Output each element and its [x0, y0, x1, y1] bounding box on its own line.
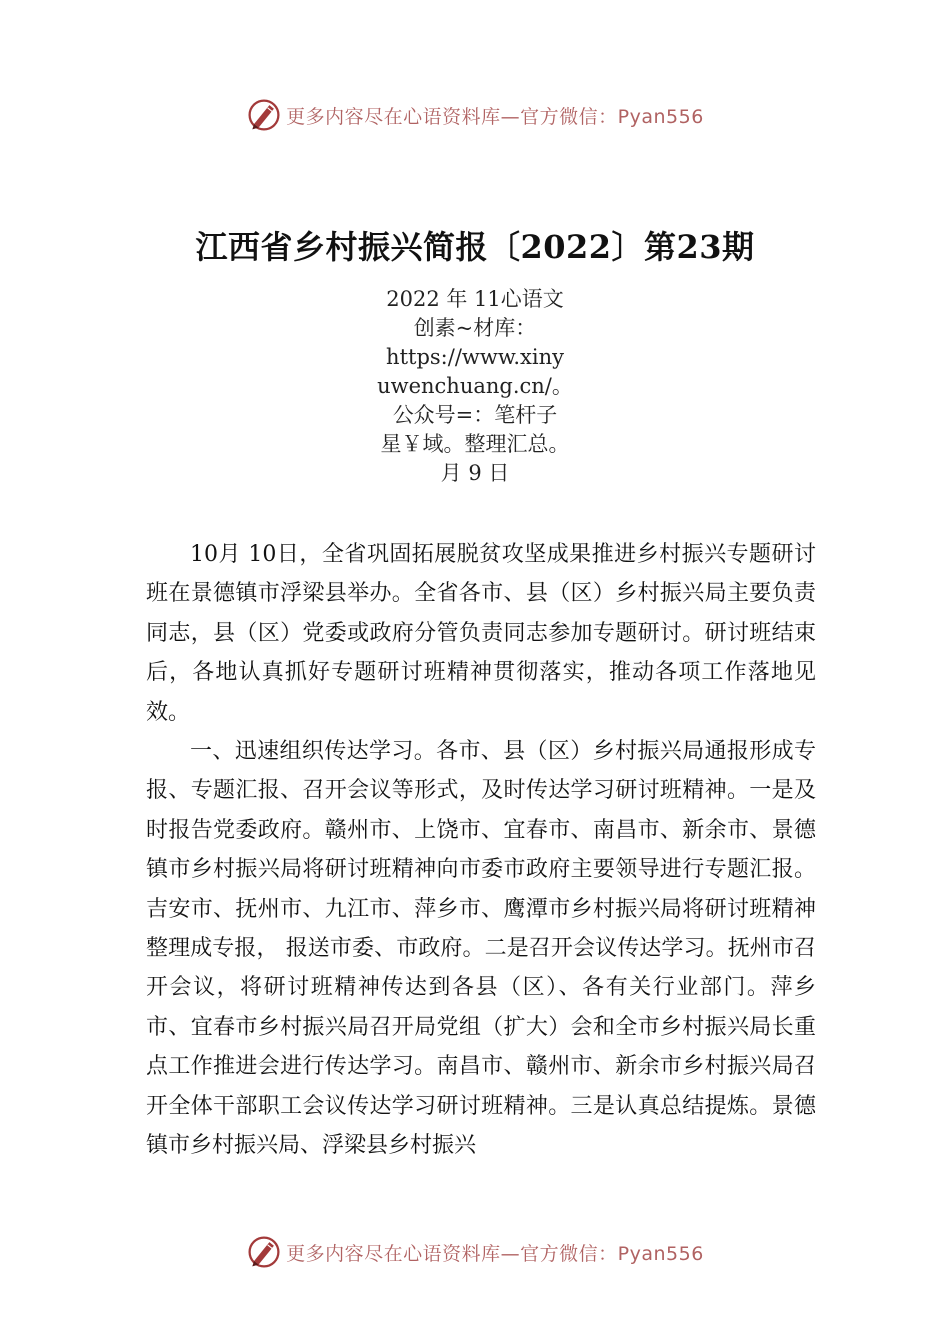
banner-text: 更多内容尽在心语资料库—官方微信：Pyan556 [286, 105, 704, 128]
date-block [0, 285, 950, 488]
body-paragraph: 一、迅速组织传达学习。各市、县（区）乡村振兴局通报形成专报、专题汇报、召开会议等形式，及时传达学习研讨班精神。一是及时报告党委政府。赣州市、上饶市、宜春市、南昌市、新余市、景德镇市乡村振兴局将研讨班精神向市委市政府主要领导进行专题汇报。吉安市、抚州市、九江市、萍乡市、鹰潭市乡村振兴局将研讨班精神整理成专报， 报送市委、市政府。二是召开会议传达学习。抚州市召开会议，将研讨班精神传达到各县（区）、各有关行业部门。萍乡市、宜春市乡村振兴局召开局党组（扩大）会和全市乡村振兴局长重点工作推进会进行传达学习。南昌市、赣州市、新余市乡村振兴局召开全体干部职工会议传达学习研讨班精神。三是认真总结提炼。景德镇市乡村振兴局、浮梁县乡村振兴 [146, 739, 816, 1159]
date-line: 月 9 日 [440, 461, 510, 485]
date-line: 公众号=：笔杆子 [392, 403, 558, 427]
header-banner [0, 95, 950, 135]
date-line: 星￥域。整理汇总。 [380, 432, 570, 456]
document-body [146, 535, 816, 1166]
banner-text: 更多内容尽在心语资料库—官方微信：Pyan556 [286, 1242, 704, 1265]
date-line: https://www.xiny [386, 345, 564, 369]
date-line: uwenchuang.cn/。 [377, 374, 573, 398]
pen-logo-icon [246, 97, 282, 133]
date-line: 创素~材库： [413, 316, 537, 340]
date-line: 2022 年 11心语文 [386, 287, 564, 311]
footer-banner [0, 1232, 950, 1272]
pen-logo-icon [246, 1234, 282, 1270]
body-paragraph: 10月 10日，全省巩固拓展脱贫攻坚成果推进乡村振兴专题研讨班在景德镇市浮梁县举办。全省各市、县（区）乡村振兴局主要负责同志，县（区）党委或政府分管负责同志参加专题研讨。研讨班结束后，各地认真抓好专题研讨班精神贯彻落实，推动各项工作落地见效。 [146, 542, 816, 725]
document-title: 江西省乡村振兴简报〔2022〕第23期 [195, 228, 755, 266]
